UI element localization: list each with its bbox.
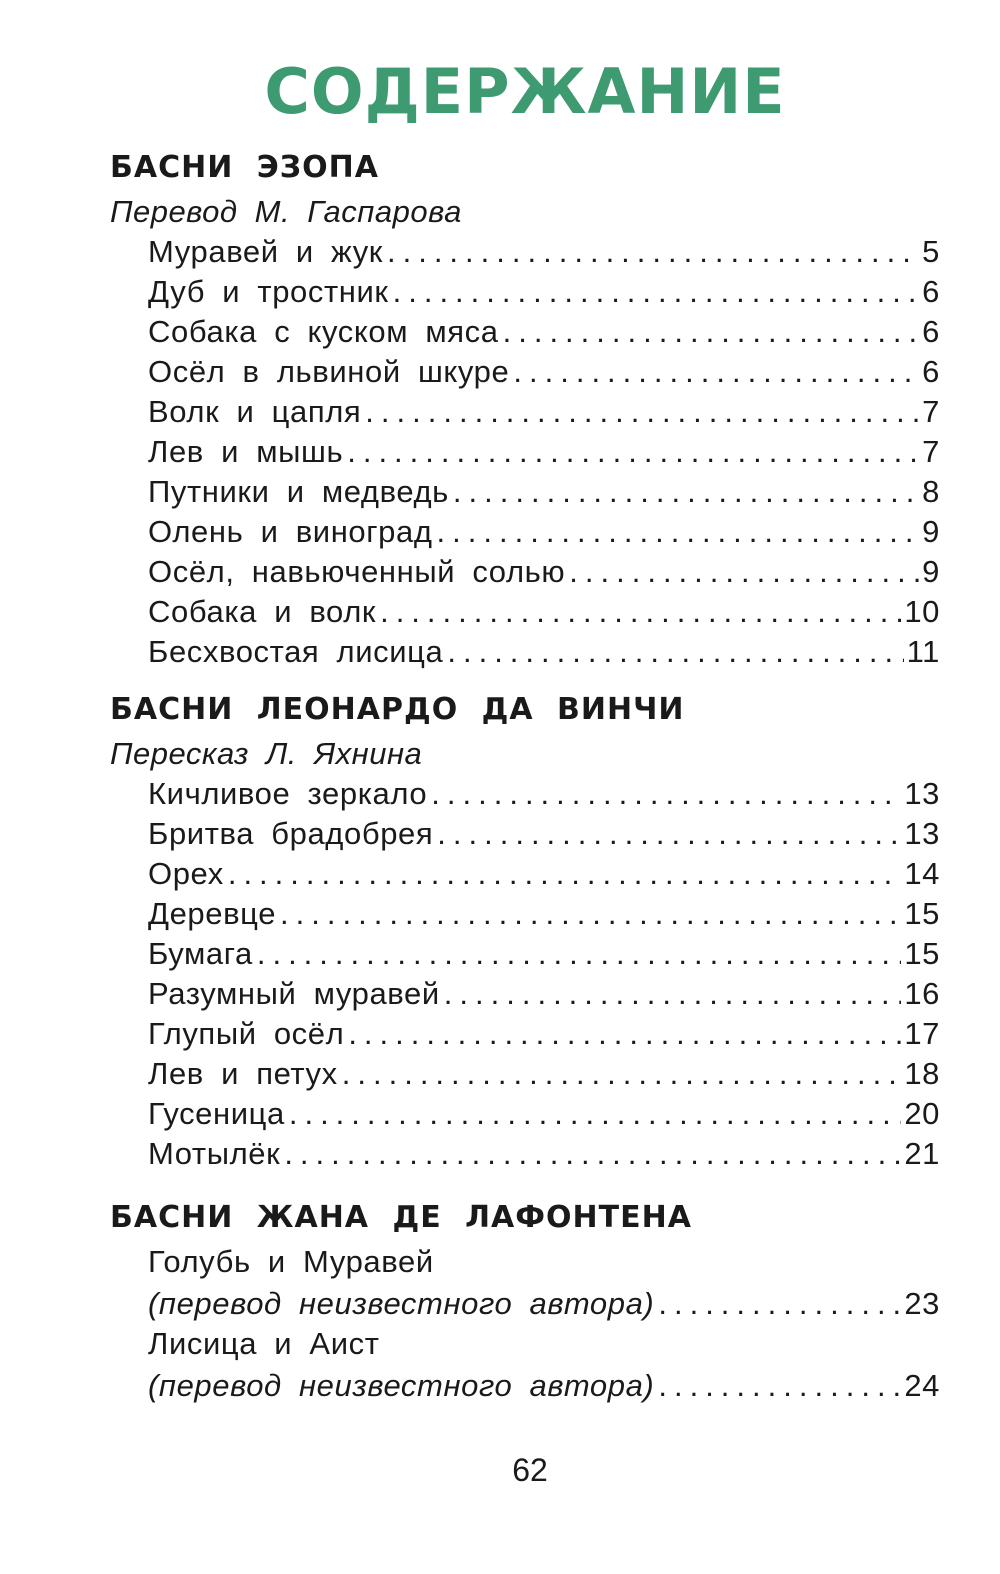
- toc-entry[interactable]: [148, 272, 940, 312]
- dot-leader: [453, 472, 919, 512]
- entry-page: 20: [904, 1096, 940, 1131]
- toc-entry[interactable]: [148, 774, 940, 814]
- entry-second-line: [148, 1366, 940, 1406]
- entry-page: 13: [904, 816, 940, 851]
- section-heading-lafontaine: БАСНИ ЖАНА ДЕ ЛАФОНТЕНА: [110, 1200, 692, 1235]
- entry-title: Олень и виноград: [148, 514, 433, 549]
- toc-list-leonardo: [148, 774, 940, 1174]
- entry-page: 16: [904, 976, 940, 1011]
- entry-note: (перевод неизвестного автора): [148, 1368, 655, 1403]
- toc-entry[interactable]: [148, 592, 940, 632]
- entry-page: 14: [904, 856, 940, 891]
- entry-title: Путники и медведь: [148, 474, 449, 509]
- toc-entry[interactable]: [148, 934, 940, 974]
- entry-note: (перевод неизвестного автора): [148, 1286, 655, 1321]
- toc-entry[interactable]: [148, 894, 940, 934]
- entry-title: Кичливое зеркало: [148, 776, 428, 811]
- entry-page: 21: [904, 1136, 940, 1171]
- entry-title: Муравей и жук: [148, 234, 383, 269]
- entry-page: 8: [922, 474, 940, 509]
- entry-title: Лев и мышь: [148, 434, 344, 469]
- entry-title: Бумага: [148, 936, 253, 971]
- dot-leader: [431, 774, 901, 814]
- entry-page: 10: [904, 594, 940, 629]
- dot-leader: [569, 552, 919, 592]
- page-title: СОДЕРЖАНИЕ: [264, 55, 786, 128]
- dot-leader: [280, 894, 901, 934]
- dot-leader: [437, 814, 901, 854]
- dot-leader: [444, 974, 902, 1014]
- entry-title: Лев и петух: [148, 1056, 338, 1091]
- entry-page: 11: [906, 634, 940, 669]
- dot-leader: [658, 1284, 901, 1324]
- dot-leader: [503, 312, 920, 352]
- dot-leader: [380, 592, 901, 632]
- dot-leader: [365, 392, 919, 432]
- dot-leader: [393, 272, 920, 312]
- dot-leader: [284, 1134, 901, 1174]
- entry-title: Гусеница: [148, 1096, 285, 1131]
- toc-entry[interactable]: [148, 1242, 940, 1324]
- section-heading-aesop: БАСНИ ЭЗОПА: [110, 150, 379, 185]
- toc-entry[interactable]: [148, 632, 940, 672]
- toc-entry[interactable]: [148, 472, 940, 512]
- entry-page: 18: [904, 1056, 940, 1091]
- toc-entry[interactable]: [148, 974, 940, 1014]
- entry-title: Осёл, навьюченный солью: [148, 554, 566, 589]
- entry-page: 5: [922, 234, 940, 269]
- entry-page: 6: [922, 314, 940, 349]
- toc-list-lafontaine: [148, 1242, 940, 1406]
- entry-page: 15: [904, 896, 940, 931]
- entry-page: 9: [922, 554, 940, 589]
- dot-leader: [658, 1366, 901, 1406]
- entry-title: Осёл в львиной шкуре: [148, 354, 510, 389]
- entry-page: 23: [904, 1286, 940, 1321]
- dot-leader: [447, 632, 903, 672]
- entry-title: Разумный муравей: [148, 976, 440, 1011]
- toc-entry[interactable]: [148, 1054, 940, 1094]
- toc-entry[interactable]: [148, 392, 940, 432]
- dot-leader: [513, 352, 919, 392]
- toc-entry[interactable]: [148, 352, 940, 392]
- dot-leader: [289, 1094, 901, 1134]
- entry-title: Деревце: [148, 896, 277, 931]
- section-heading-leonardo: БАСНИ ЛЕОНАРДО ДА ВИНЧИ: [110, 692, 685, 727]
- entry-page: 9: [922, 514, 940, 549]
- entry-page: 13: [904, 776, 940, 811]
- dot-leader: [387, 232, 919, 272]
- entry-page: 7: [922, 434, 940, 469]
- entry-page: 17: [904, 1016, 940, 1051]
- toc-list-aesop: [148, 232, 940, 672]
- entry-title: Голубь и Муравей: [148, 1244, 434, 1279]
- entry-title: Мотылёк: [148, 1136, 281, 1171]
- entry-page: 6: [922, 274, 940, 309]
- entry-second-line: [148, 1284, 940, 1324]
- toc-entry[interactable]: [148, 432, 940, 472]
- section-subtitle-leonardo: Пересказ Л. Яхнина: [110, 736, 423, 771]
- entry-title: Бесхвостая лисица: [148, 634, 444, 669]
- entry-page: 6: [922, 354, 940, 389]
- entry-page: 7: [922, 394, 940, 429]
- toc-entry[interactable]: [148, 1324, 940, 1406]
- toc-entry[interactable]: [148, 552, 940, 592]
- entry-title: Волк и цапля: [148, 394, 362, 429]
- dot-leader: [228, 854, 901, 894]
- toc-entry[interactable]: [148, 1094, 940, 1134]
- entry-title: Дуб и тростник: [148, 274, 389, 309]
- entry-page: 24: [904, 1368, 940, 1403]
- entry-title: Глупый осёл: [148, 1016, 345, 1051]
- section-subtitle-aesop: Перевод М. Гаспарова: [110, 194, 462, 229]
- toc-entry[interactable]: [148, 312, 940, 352]
- toc-entry[interactable]: [148, 232, 940, 272]
- dot-leader: [437, 512, 920, 552]
- entry-title: Лисица и Аист: [148, 1326, 380, 1361]
- page-number: 62: [512, 1452, 548, 1488]
- toc-entry[interactable]: [148, 512, 940, 552]
- entry-page: 15: [904, 936, 940, 971]
- dot-leader: [348, 1014, 901, 1054]
- entry-title: Бритва брадобрея: [148, 816, 434, 851]
- toc-entry[interactable]: [148, 854, 940, 894]
- entry-title: Собака и волк: [148, 594, 377, 629]
- toc-entry[interactable]: [148, 814, 940, 854]
- entry-title: Орех: [148, 856, 224, 891]
- toc-entry[interactable]: [148, 1134, 940, 1174]
- toc-entry[interactable]: [148, 1014, 940, 1054]
- dot-leader: [342, 1054, 902, 1094]
- dot-leader: [257, 934, 901, 974]
- dot-leader: [347, 432, 919, 472]
- entry-title: Собака с куском мяса: [148, 314, 499, 349]
